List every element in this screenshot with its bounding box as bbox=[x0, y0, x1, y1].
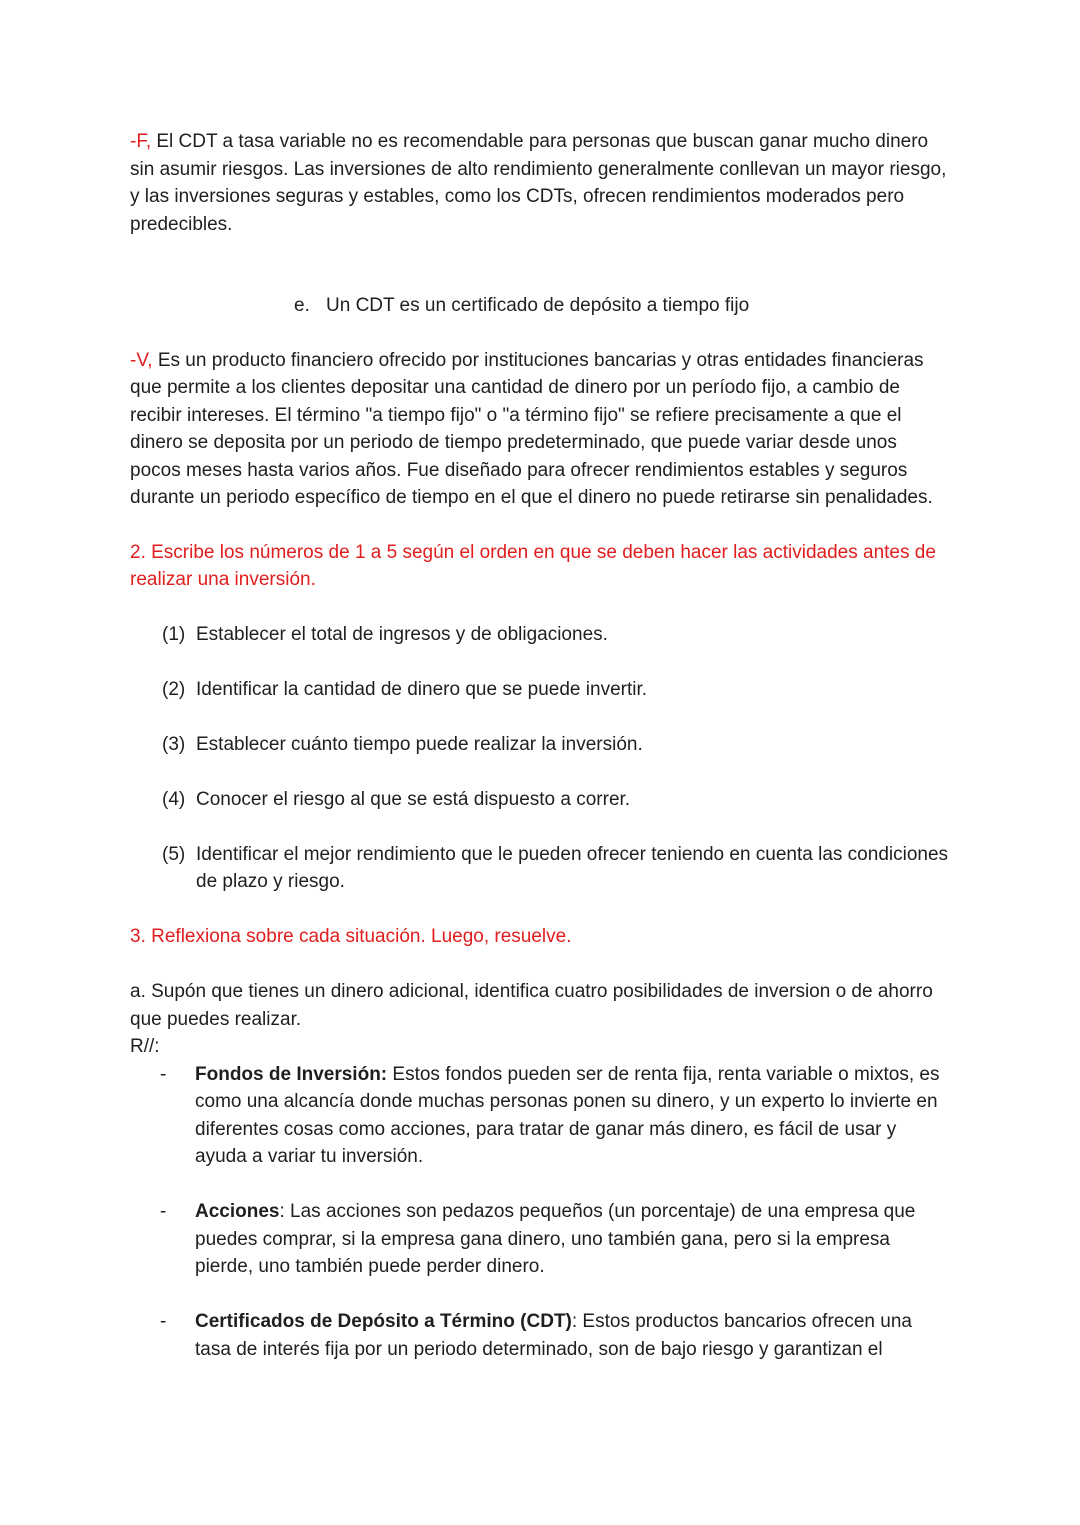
step-text: Identificar la cantidad de dinero que se puede invertir. bbox=[196, 678, 648, 700]
step-number: (1) bbox=[162, 623, 186, 645]
step-text: Identificar el mejor rendimiento que le pueden ofrecer teniendo en cuenta las condiciones de plazo y riesgo. bbox=[196, 843, 949, 892]
step-number: (3) bbox=[162, 733, 186, 755]
investment-options-list bbox=[130, 1061, 950, 1364]
dash-bullet: - bbox=[160, 1311, 167, 1332]
answer-f-paragraph bbox=[130, 128, 950, 238]
statement-e-letter: e. bbox=[294, 295, 310, 316]
statement-e bbox=[130, 292, 950, 320]
option-item bbox=[160, 1061, 950, 1171]
steps-list bbox=[130, 621, 950, 896]
step-number: (4) bbox=[162, 788, 186, 810]
option-item bbox=[160, 1308, 950, 1363]
option-description: : Estos productos bancarios ofrecen una tasa de interés fija por un periodo determinado, son de bajo riesgo y garantizan el bbox=[195, 1311, 912, 1360]
option-text bbox=[195, 1198, 950, 1281]
option-text bbox=[195, 1061, 950, 1171]
step-item bbox=[162, 731, 950, 759]
step-text: Establecer el total de ingresos y de obligaciones. bbox=[196, 623, 608, 645]
question-2-heading: 2. Escribe los números de 1 a 5 según el orden en que se deben hacer las actividades antes de realizar una inversión. bbox=[130, 541, 936, 590]
answer-label: R//: bbox=[130, 1036, 160, 1057]
step-text: Establecer cuánto tiempo puede realizar la inversión. bbox=[196, 733, 643, 755]
option-item bbox=[160, 1198, 950, 1281]
answer-v-paragraph bbox=[130, 347, 950, 512]
question-a-text: a. Supón que tienes un dinero adicional, identifica cuatro posibilidades de inversion o de ahorro que puedes realizar. bbox=[130, 981, 933, 1030]
answer-v-marker: -V, bbox=[130, 349, 153, 371]
step-item bbox=[162, 841, 950, 896]
dash-bullet: - bbox=[160, 1063, 167, 1085]
option-description: Estos fondos pueden ser de renta fija, renta variable o mixtos, es como una alcancía donde muchas personas ponen su dinero, y un experto lo invierte en diferentes cosas como acciones, para tratar de ganar más dinero, es fácil de usar y ayuda a variar tu inversión. bbox=[195, 1063, 940, 1167]
step-item bbox=[162, 621, 950, 649]
step-text: Conocer el riesgo al que se está dispuesto a correr. bbox=[196, 788, 631, 810]
answer-f-marker: -F, bbox=[130, 131, 152, 152]
step-number: (2) bbox=[162, 678, 186, 700]
option-title: Fondos de Inversión: bbox=[195, 1063, 388, 1085]
answer-f-text: El CDT a tasa variable no es recomendable para personas que buscan ganar mucho dinero sin asumir riesgos. Las inversiones de alto rendimiento generalmente conllevan un mayor riesgo, y las inversiones seguras y estables, como los CDTs, ofrecen rendimientos moderados pero predecibles. bbox=[130, 131, 947, 235]
step-number: (5) bbox=[162, 843, 186, 865]
statement-e-text: Un CDT es un certificado de depósito a tiempo fijo bbox=[326, 295, 750, 316]
question-3-heading: 3. Reflexiona sobre cada situación. Luego, resuelve. bbox=[130, 925, 572, 947]
dash-bullet: - bbox=[160, 1201, 167, 1222]
option-text bbox=[195, 1308, 950, 1363]
step-item bbox=[162, 676, 950, 704]
step-item bbox=[162, 786, 950, 814]
answer-v-text: Es un producto financiero ofrecido por instituciones bancarias y otras entidades financieras que permite a los clientes depositar una cantidad de dinero por un período fijo, a cambio de recibir intereses. El término "a tiempo fijo" o "a término fijo" se refiere precisamente a que el dinero se deposita por un periodo de tiempo predeterminado, que puede variar desde unos pocos meses hasta varios años. Fue diseñado para ofrecer rendimientos estables y seguros durante un periodo específico de tiempo en el que el dinero no puede retirarse sin penalidades. bbox=[130, 349, 933, 508]
option-description: : Las acciones son pedazos pequeños (un porcentaje) de una empresa que puedes comprar, si la empresa gana dinero, uno también gana, pero si la empresa pierde, uno también puede perder dinero. bbox=[195, 1201, 916, 1277]
option-title: Certificados de Depósito a Término (CDT) bbox=[195, 1311, 572, 1332]
option-title: Acciones bbox=[195, 1201, 280, 1222]
